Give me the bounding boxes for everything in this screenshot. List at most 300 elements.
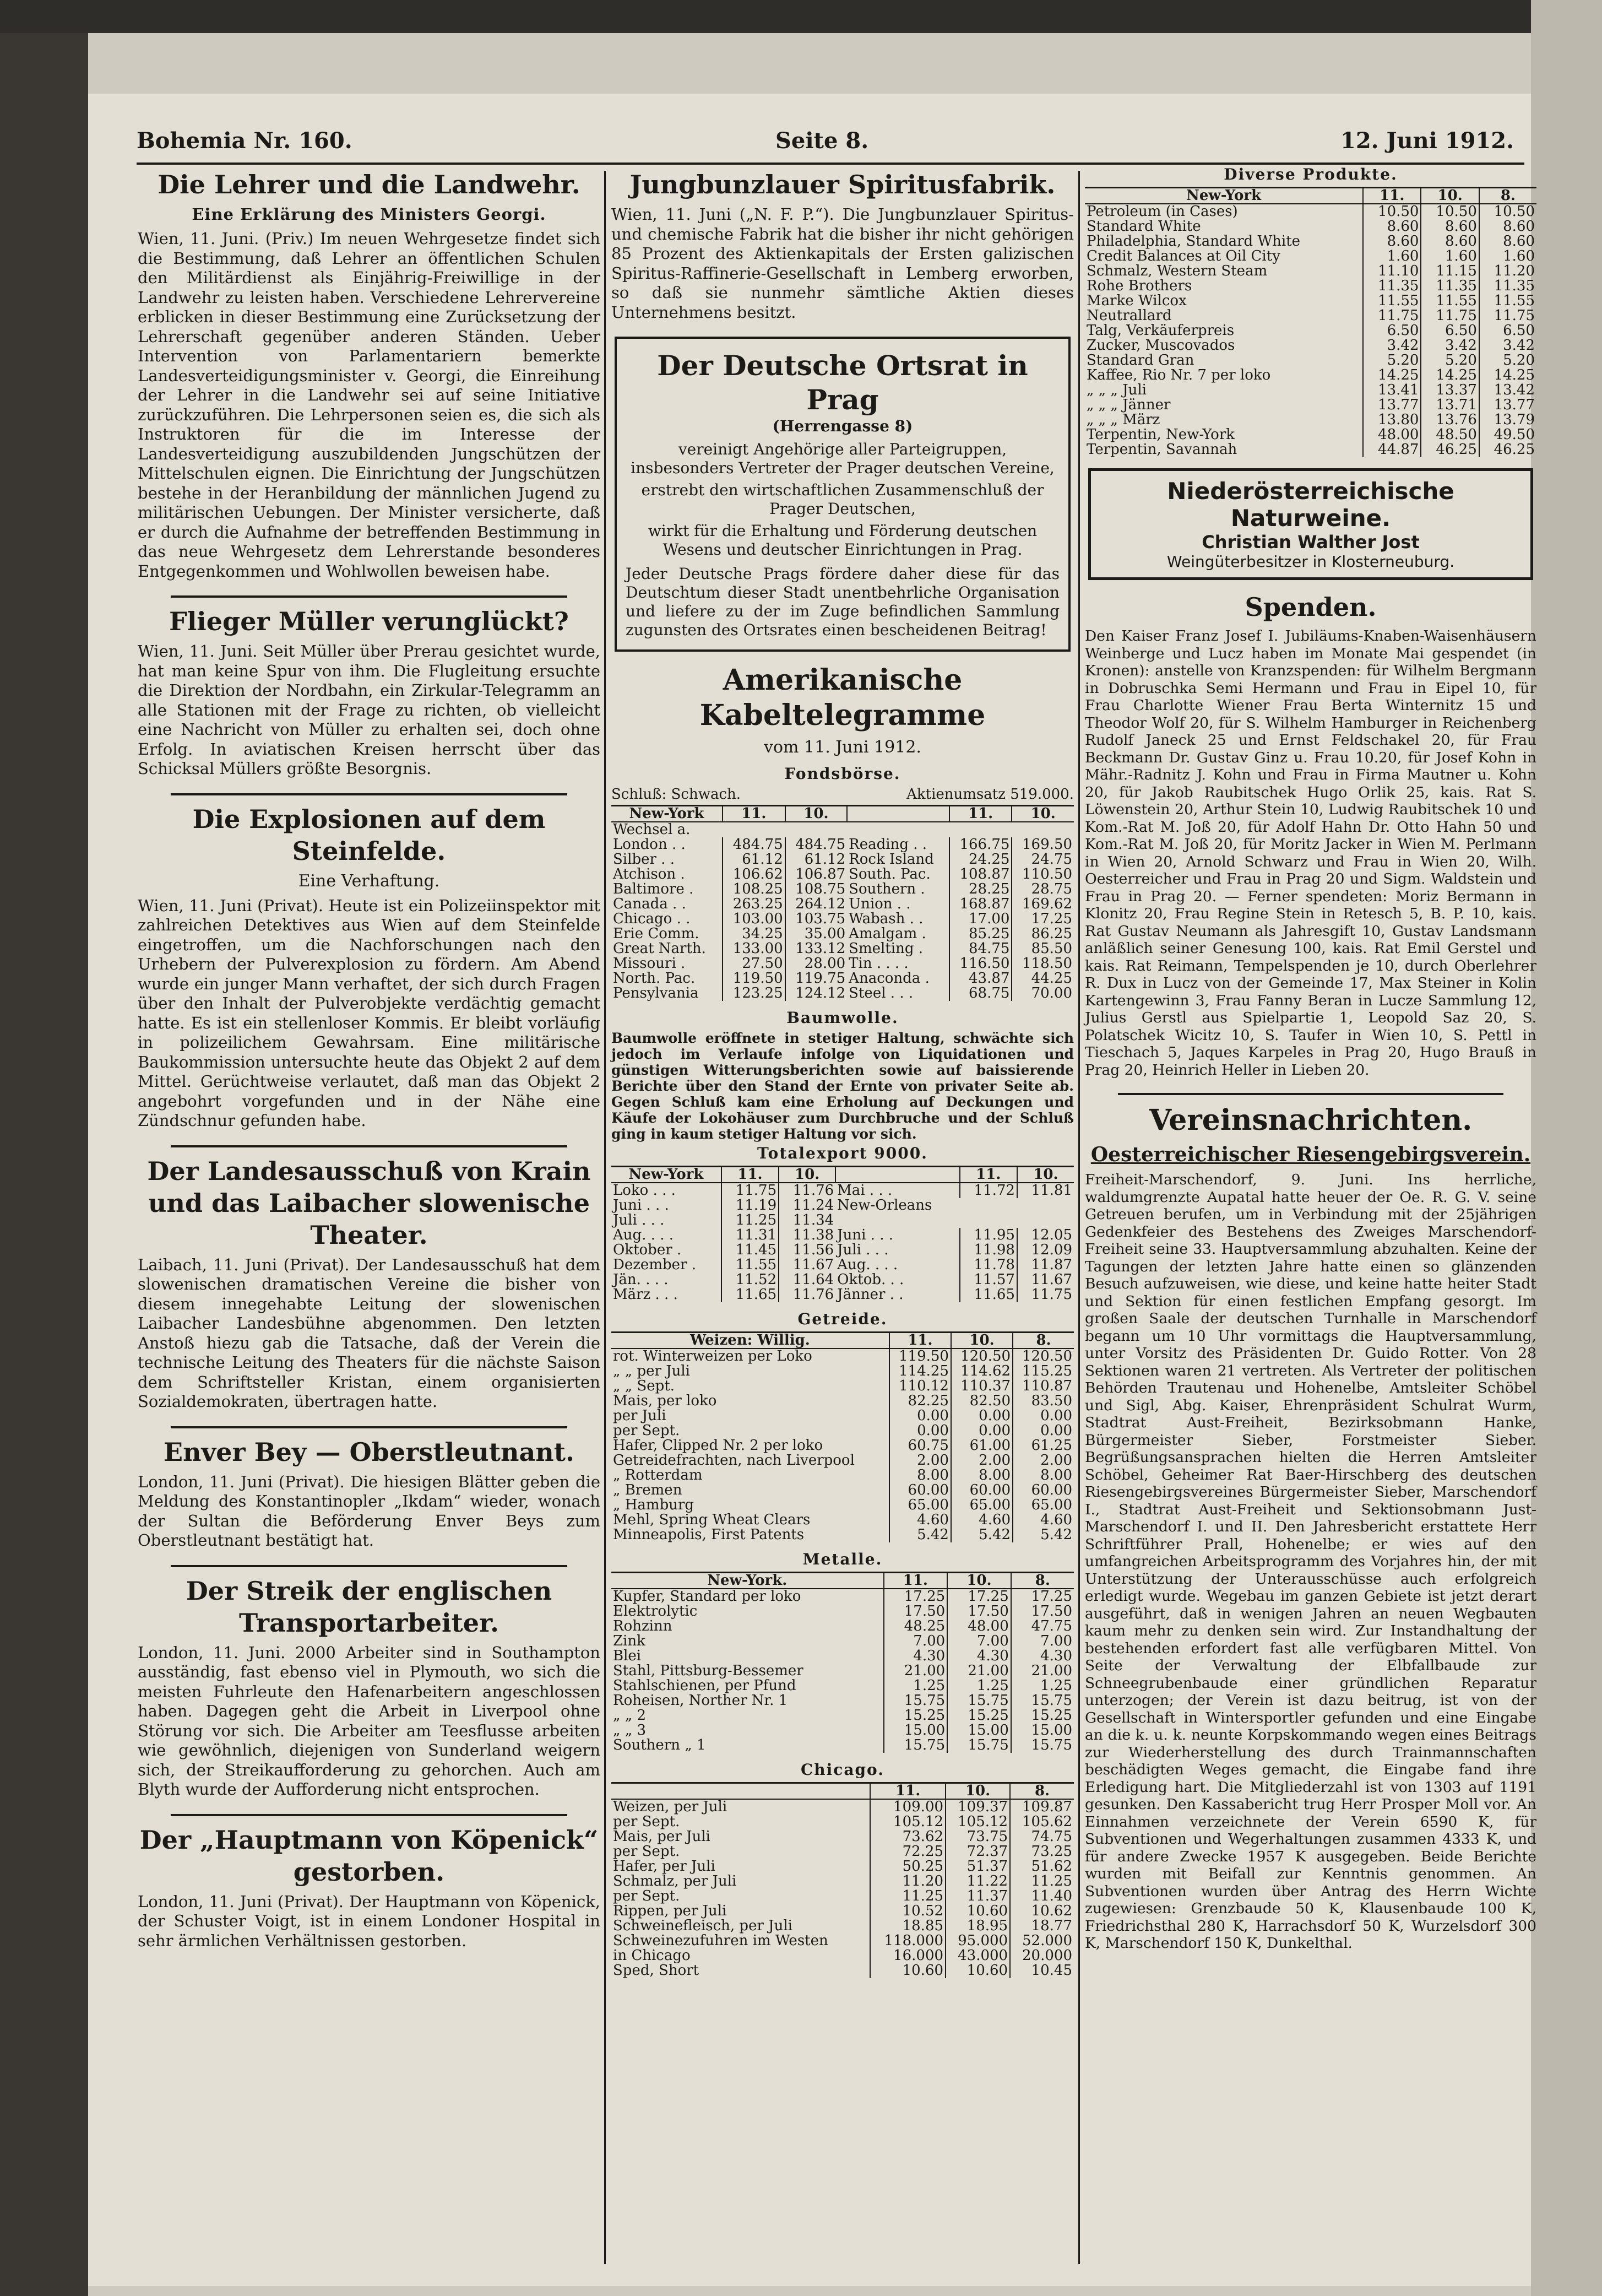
table-row	[611, 1528, 1074, 1542]
table-cell: 11.72	[960, 1183, 1017, 1198]
table-cell: 3.42	[1363, 338, 1421, 353]
section-title: Vereinsnachrichten.	[1149, 1103, 1473, 1137]
table-cell: 68.75	[949, 986, 1012, 1001]
table-cell: 11.55	[1479, 294, 1536, 308]
table-cell: 27.50	[723, 956, 785, 971]
table-cell: 4.30	[947, 1649, 1011, 1664]
table-cell: 3.42	[1479, 338, 1536, 353]
table-cell: 110.50	[1012, 867, 1074, 882]
table-cell: 6.50	[1363, 323, 1421, 338]
table-cell: 28.25	[949, 882, 1012, 897]
table-cell: 51.37	[946, 1859, 1010, 1874]
table-cell: 8.	[1013, 1333, 1074, 1349]
table-row	[611, 1498, 1074, 1513]
table-row	[611, 986, 1074, 1001]
table-cell: 50.25	[870, 1859, 946, 1874]
table-cell: 10.	[1012, 806, 1074, 822]
table-cell: 11.56	[779, 1243, 835, 1258]
table-cell: 10.62	[1010, 1904, 1074, 1919]
article-body: Den Kaiser Franz Josef I. Jubiläums-Knaben-Waisenhäusern Weinberge und Lucz haben im Monate Mai gespendet (in Kronen): anstelle von Kranzspenden: für Wilhelm Bergmann in Dobruschka Semi Hermann und Frau in Eipel 10, für Frau Charlotte Wiener Frau Berta Winternitz 15 und Theodor Wolf 20, für S. Wilhelm Hamburger in Reichenberg Rudolf Janeck 25 und Ernst Feldschakel 20, für Frau Beckmann Dr. Gustav Ginz u. Frau 10.20, für Josef Kohn in Mähr.-Radnitz J. Kohn und Frau in Firma Mautner u. Kohn 20, für Jakob Raubitschek Hugo Orlik 25, kais. Rat S. Löwenstein 20, Arthur Stein 10, Ludwig Raubitschek 10 und Kom.-Rat M. Joß 20, für Adolf Hahn Dr. Otto Hahn 50 und Kom.-Rat M. Joß 20, für Moritz Jacker in Wien M. Perlmann in Wien 20, Arnold Schwarz und Frau in Wien 20, Wilh. Oesterreicher und Frau in Prag 20 und Sigm. Waldstein und Frau in Prag 20. — Ferner spendeten: Moriz Bermann in Klonitz 20, Frau Regine Stein in Retesch 5, B. P. 10, kais. Rat Gustav Neumann als Jahresgift 10, Gustav Landsmann anläßlich seiner Genesung 100, kais. Rat Emil Gerstel und kais. Rat Reimann, Tempelspenden je 10, durch Oberlehrer R. Dux in Lucz von der Gemeinde 17, Max Steiner in Kolin Kartengewinn 3, Frau Fanny Beran in Lucze Sammlung 12, Julius Gerstl aus Spielpartie 1, Leopold Saz 20, S. Polatschek Wicitz 10, S. Taufer in Wien 10, S. Pettl in Tieschach 5, Jaques Karpeles in Prag 20, Hugo Brauß in Prag 20, Heinrich Heller in Lieben 20.	[1085, 627, 1536, 1079]
table-cell: 105.12	[870, 1815, 946, 1829]
table-row	[611, 1409, 1074, 1423]
table-row	[611, 941, 1074, 956]
table-cell: 2.00	[889, 1453, 951, 1468]
table-cell: 10.	[947, 1573, 1011, 1589]
table-cell: 10.50	[1479, 204, 1536, 219]
table-cell: Loko . . .	[613, 1182, 676, 1199]
cotton-table	[611, 1166, 1074, 1302]
table-cell: 13.77	[1363, 398, 1421, 413]
divider	[171, 1565, 567, 1567]
table-row	[611, 1919, 1074, 1934]
table-cell: 11.15	[1421, 264, 1479, 279]
table-row	[1085, 204, 1536, 219]
table-cell: 11.75	[1363, 308, 1421, 323]
table-cell	[835, 1167, 959, 1183]
table-row	[611, 822, 1074, 837]
table-row	[1085, 368, 1536, 383]
table-title: Fondsbörse.	[784, 765, 901, 783]
table-row	[1085, 308, 1536, 323]
table-row	[1085, 338, 1536, 353]
table-cell: 13.42	[1479, 383, 1536, 398]
table-cell: 48.50	[1421, 427, 1479, 442]
table-cell: 46.25	[1479, 442, 1536, 457]
table-cell	[723, 822, 785, 837]
table-row	[611, 1738, 1074, 1753]
cotton-export: Totalexport 9000.	[757, 1144, 928, 1162]
ad-line: Weingüterbesitzer in Klosterneuburg.	[1166, 553, 1455, 571]
column-rule-1	[604, 171, 606, 2264]
table-cell: 11.76	[779, 1287, 835, 1302]
table-cell: Kupfer, Standard per loko	[613, 1588, 801, 1605]
ad-title: Niederösterreichische Naturweine.	[1167, 478, 1454, 532]
table-row	[611, 1483, 1074, 1498]
grain-table	[611, 1331, 1074, 1542]
table-cell: 11.52	[721, 1272, 779, 1287]
article-body: London, 11. Juni. 2000 Arbeiter sind in Southampton ausständig, fast ebenso viel in Plymouth, wo sich die meisten Fuhrleute den Hafenarbeitern angeschlossen haben. Dagegen geht die Arbeit in Liverpool ohne Störung vor sich. Die Arbeiter am Teesflusse arbeiten wie gewöhnlich, diejenigen von Sunderland weigern sich, der Streikaufforderung zu gehorchen. Auch am Blyth wurde der Aufforderung nicht entsprochen.	[138, 1643, 600, 1799]
table-cell: 17.50	[884, 1604, 948, 1619]
table-cell: Missouri .	[613, 955, 686, 972]
table-row	[611, 1438, 1074, 1453]
table-row	[611, 1844, 1074, 1859]
table-cell: 8.60	[1363, 219, 1421, 234]
table-cell: Mais, per Juli	[613, 1828, 710, 1845]
table-cell: 169.62	[1012, 897, 1074, 912]
table-cell: Schweinefleisch, per Juli	[613, 1918, 792, 1934]
table-row	[611, 1198, 1074, 1213]
table-row	[611, 1423, 1074, 1438]
table-cell: 115.25	[1013, 1364, 1074, 1379]
table-row	[1085, 294, 1536, 308]
table-cell: 133.12	[785, 941, 848, 956]
table-cell: 11.81	[1017, 1183, 1074, 1198]
table-cell: 18.85	[870, 1919, 946, 1934]
table-cell	[1017, 1198, 1074, 1213]
table-cell: 60.00	[1013, 1483, 1074, 1498]
table-cell: „ „ 3	[613, 1722, 647, 1739]
table-cell: 95.000	[946, 1934, 1010, 1948]
table-row	[611, 1649, 1074, 1664]
table-cell: 10.	[946, 1783, 1010, 1800]
table-cell: New-Orleans	[837, 1197, 932, 1214]
table-cell: 120.50	[1013, 1349, 1074, 1364]
spenden	[1085, 591, 1536, 1079]
table-row	[611, 1634, 1074, 1649]
table-cell: Pensylvania	[613, 985, 699, 1001]
table-cell: 24.25	[949, 852, 1012, 867]
table-cell: 60.00	[951, 1483, 1013, 1498]
table-cell: 0.00	[1013, 1409, 1074, 1423]
table-cell: 10.	[779, 1167, 835, 1183]
table-cell: Mais, per loko	[613, 1393, 717, 1409]
table-cell: Rock Island	[849, 851, 934, 868]
table-cell: 16.000	[870, 1948, 946, 1963]
article-body: London, 11. Juni (Privat). Die hiesigen Blätter geben die Meldung des Konstantinopler „Ikdam“ wieder, wonach der Sultan die Beförderung Enver Beys zum Oberstleutnant bestätigt hat.	[138, 1472, 600, 1550]
table-cell: 109.87	[1010, 1799, 1074, 1815]
table-cell: „ „ per Juli	[613, 1363, 690, 1379]
article-title: Die Lehrer und die Landwehr.	[158, 170, 580, 199]
table-cell: New-York	[611, 806, 723, 822]
table-cell: 15.00	[947, 1723, 1011, 1738]
table-cell: Kaffee, Rio Nr. 7 per loko	[1087, 367, 1271, 383]
table-row	[1085, 264, 1536, 279]
table-cell: 11.31	[721, 1228, 779, 1243]
table-cell: 11.76	[779, 1183, 835, 1198]
table-row	[611, 1874, 1074, 1889]
table-cell: 123.25	[723, 986, 785, 1001]
table-row	[611, 1258, 1074, 1272]
table-cell: 21.00	[1011, 1664, 1074, 1678]
article-title: Jungbunzlauer Spiritusfabrik.	[629, 170, 1056, 199]
table-cell: 48.25	[884, 1619, 948, 1634]
table-cell: 10.60	[946, 1904, 1010, 1919]
table-row	[611, 1453, 1074, 1468]
table-cell: Rohe Brothers	[1087, 278, 1192, 294]
table-cell: 70.00	[1012, 986, 1074, 1001]
table-cell: 72.25	[870, 1844, 946, 1859]
table-cell: 11.35	[1421, 279, 1479, 294]
table-cell: 17.50	[1011, 1604, 1074, 1619]
table-cell: 13.76	[1421, 413, 1479, 427]
table-cell: 85.50	[1012, 941, 1074, 956]
table-cell: Silber . .	[613, 851, 675, 868]
kabeltelegramme	[611, 663, 1074, 1978]
table-row	[611, 1693, 1074, 1708]
table-cell: 65.00	[951, 1498, 1013, 1513]
table-cell: in Chicago	[613, 1947, 691, 1964]
table-cell: 5.42	[951, 1528, 1013, 1542]
table-row	[611, 1889, 1074, 1904]
table-row	[611, 1379, 1074, 1394]
table-cell: 169.50	[1012, 837, 1074, 852]
table-cell: 263.25	[723, 897, 785, 912]
table-cell: 11.38	[779, 1228, 835, 1243]
table-cell: 11.78	[960, 1258, 1017, 1272]
table-cell: 61.12	[785, 852, 848, 867]
table-title: Chicago.	[801, 1761, 884, 1779]
table-row	[1085, 398, 1536, 413]
table-cell: 11.67	[779, 1258, 835, 1272]
table-cell: 11.35	[1479, 279, 1536, 294]
article-streik	[138, 1575, 600, 1800]
table-cell: 11.75	[721, 1183, 779, 1198]
table-cell: London . .	[613, 836, 686, 853]
table-cell	[1017, 1213, 1074, 1228]
table-cell: 10.	[1017, 1167, 1074, 1183]
table-cell: 1.60	[1421, 249, 1479, 264]
table-cell: 11.24	[779, 1198, 835, 1213]
table-row	[611, 1513, 1074, 1528]
article-body: Wien, 11. Juni (Privat). Heute ist ein Polizeiinspektor mit zahlreichen Detektives aus Wien auf dem Steinfelde eingetroffen, um die Nachforschungen nach den Urhebern der Pulverexplosion zu fördern. Am Abend wurde ein junger Mann verhaftet, der sich durch Fragen über den Inhalt der Pulverobjekte verdächtig gemacht hatte. Es ist ein stellenloser Kommis. Er bleibt vorläufig in polizeilichem Gewahrsam. Eine militärische Baukommission untersuchte heute das Objekt 2 auf dem Mittel. Gerüchtweise verlautet, daß man das Objekt 2 angebohrt vorgefunden und in der Nähe eine Zündschnur gefunden habe.	[138, 896, 600, 1130]
article-body: Laibach, 11. Juni (Privat). Der Landesausschuß hat dem slowenischen dramatischen Vereine die bisher von diesem innegehabte Leitung der slowenischen Laibacher Landesbühne abgenommen. Den letzten Anstoß hiezu gab die Tatsache, daß der Verein die technische Leitung des Theaters für die nächste Saison dem Schriftsteller Kristan, einem organisierten Sozialdemokraten, übertragen hatte.	[138, 1255, 600, 1411]
table-cell: 103.75	[785, 912, 848, 927]
table-cell: Aug. . . .	[837, 1257, 898, 1273]
table-cell: 21.00	[947, 1664, 1011, 1678]
table-cell: Rohzinn	[613, 1618, 672, 1634]
metals-table	[611, 1572, 1074, 1753]
table-cell: 34.25	[723, 927, 785, 941]
table-cell: 15.25	[1011, 1708, 1074, 1723]
table-cell: Philadelphia, Standard White	[1087, 233, 1301, 250]
table-cell: Terpentin, Savannah	[1087, 441, 1237, 458]
table-cell: Talg, Verkäuferpreis	[1087, 322, 1235, 339]
table-row	[1085, 383, 1536, 398]
table-row	[611, 1183, 1074, 1198]
table-cell: 73.75	[946, 1829, 1010, 1844]
table-cell: 11.35	[1363, 279, 1421, 294]
ad-name: Christian Walther Jost	[1202, 532, 1420, 553]
table-cell: Wabash . .	[849, 911, 924, 927]
table-cell: 0.00	[951, 1423, 1013, 1438]
table-cell: Amalgam .	[849, 925, 926, 942]
table-row	[611, 1213, 1074, 1228]
table-cell: 11.67	[1017, 1272, 1074, 1287]
table-cell: 13.77	[1479, 398, 1536, 413]
table-row	[1085, 234, 1536, 249]
table-cell: 2.00	[951, 1453, 1013, 1468]
table-cell: 6.50	[1421, 323, 1479, 338]
table-cell: Erie Comm.	[613, 925, 699, 942]
table-cell: Oktob. . .	[837, 1271, 904, 1288]
table-cell: 124.12	[785, 986, 848, 1001]
table-cell: 10.52	[870, 1904, 946, 1919]
table-cell: 43.000	[946, 1948, 1010, 1963]
table-cell: 13.41	[1363, 383, 1421, 398]
table-cell	[611, 1783, 870, 1800]
table-row	[611, 1272, 1074, 1287]
table-cell: 119.75	[785, 971, 848, 986]
table-cell: 44.25	[1012, 971, 1074, 986]
table-cell: Dezember .	[613, 1257, 696, 1273]
header-rule	[137, 163, 1524, 165]
divider	[171, 1145, 567, 1147]
table-cell: 21.00	[884, 1664, 948, 1678]
header-masthead: Bohemia Nr. 160.	[137, 128, 352, 154]
table-cell: 11.	[889, 1333, 951, 1349]
table-cell: Juli . . .	[613, 1212, 665, 1228]
table-cell: „ „ „ Jänner	[1087, 397, 1171, 413]
table-cell: 11.	[949, 806, 1012, 822]
table-cell: 11.19	[721, 1198, 779, 1213]
table-cell: 43.87	[949, 971, 1012, 986]
table-cell: 118.000	[870, 1934, 946, 1948]
article-subtitle: Eine Verhaftung.	[298, 871, 440, 891]
table-row	[611, 1859, 1074, 1874]
article-title: Der Streik der englischen Transportarbeiter.	[186, 1575, 552, 1638]
table-cell: 14.25	[1479, 368, 1536, 383]
table-cell: 484.75	[785, 837, 848, 852]
table-cell: 11.65	[721, 1287, 779, 1302]
article-krain	[138, 1155, 600, 1412]
table-cell: 11.	[1363, 188, 1421, 204]
table-cell: 14.25	[1363, 368, 1421, 383]
table-cell	[847, 806, 949, 822]
table-cell: rot. Winterweizen per Loko	[613, 1348, 812, 1364]
table-cell: 11.55	[1421, 294, 1479, 308]
table-cell: 47.75	[1011, 1619, 1074, 1634]
table-cell: 11.	[870, 1783, 946, 1800]
table-cell: 28.75	[1012, 882, 1074, 897]
table-cell: 48.00	[1363, 427, 1421, 442]
table-cell: 35.00	[785, 927, 848, 941]
table-cell: New-York	[611, 1167, 721, 1183]
table-row	[611, 882, 1074, 897]
table-cell: Marke Wilcox	[1087, 293, 1187, 309]
table-row	[611, 1708, 1074, 1723]
table-cell: 15.25	[884, 1708, 948, 1723]
table-cell: 15.75	[947, 1693, 1011, 1708]
table-cell: 10.	[785, 806, 848, 822]
table-cell: 73.62	[870, 1829, 946, 1844]
table-cell: 15.75	[1011, 1693, 1074, 1708]
table-cell: Sped, Short	[613, 1962, 699, 1979]
table-cell: 110.12	[889, 1379, 951, 1394]
products-table	[1085, 187, 1536, 457]
table-cell: „ „ Sept.	[613, 1378, 675, 1394]
table-cell: per Sept.	[613, 1813, 680, 1830]
table-row	[611, 1829, 1074, 1844]
table-cell: 44.87	[1363, 442, 1421, 457]
table-cell: 18.95	[946, 1919, 1010, 1934]
table-cell: Juli . . .	[837, 1242, 889, 1258]
table-row	[611, 1228, 1074, 1243]
table-cell: 11.20	[1479, 264, 1536, 279]
table-cell: 109.00	[870, 1799, 946, 1815]
table-cell: Steel . . .	[849, 985, 914, 1001]
table-cell	[960, 1198, 1017, 1213]
table-cell: 168.87	[949, 897, 1012, 912]
table-cell: 11.25	[1010, 1874, 1074, 1889]
article-title: Flieger Müller verunglückt?	[169, 607, 569, 636]
table-row	[611, 1723, 1074, 1738]
table-cell: 1.25	[947, 1678, 1011, 1693]
table-row	[611, 1468, 1074, 1483]
table-cell: Juni . . .	[837, 1227, 893, 1243]
table-row	[611, 1589, 1074, 1604]
table-cell: 133.00	[723, 941, 785, 956]
table-cell: 51.62	[1010, 1859, 1074, 1874]
table-cell: 8.	[1479, 188, 1536, 204]
table-row	[611, 867, 1074, 882]
article-title: Spenden.	[1245, 592, 1377, 622]
table-cell: 52.000	[1010, 1934, 1074, 1948]
table-title: Metalle.	[802, 1550, 883, 1568]
table-cell: 11.25	[870, 1889, 946, 1904]
table-cell: 72.37	[946, 1844, 1010, 1859]
table-cell: 17.50	[947, 1604, 1011, 1619]
table-row	[1085, 219, 1536, 234]
table-cell: Baltimore .	[613, 881, 694, 897]
table-cell: 4.60	[951, 1513, 1013, 1528]
table-cell: 4.60	[1013, 1513, 1074, 1528]
table-cell: 11.	[884, 1573, 948, 1589]
article-enver	[138, 1436, 600, 1551]
table-cell: 4.30	[1011, 1649, 1074, 1664]
table-row	[611, 1604, 1074, 1619]
table-cell: 10.50	[1363, 204, 1421, 219]
table-cell: 61.00	[951, 1438, 1013, 1453]
table-cell: 60.00	[889, 1483, 951, 1498]
table-row	[611, 1364, 1074, 1379]
table-cell: 108.75	[785, 882, 848, 897]
wine-advertisement	[1088, 468, 1533, 580]
table-cell: 10.60	[870, 1963, 946, 1978]
table-cell: 11.75	[1017, 1287, 1074, 1302]
table-row	[611, 897, 1074, 912]
table-cell: 8.00	[1013, 1468, 1074, 1483]
table-cell: 11.37	[946, 1889, 1010, 1904]
article-flieger	[138, 605, 600, 779]
table-cell: 106.62	[723, 867, 785, 882]
table-cell: 17.25	[1012, 912, 1074, 927]
table-row	[611, 927, 1074, 941]
table-cell: 1.25	[1011, 1678, 1074, 1693]
table-cell: Credit Balances at Oil City	[1087, 248, 1280, 264]
table-cell: „ „ „ Juli	[1087, 382, 1147, 398]
table-cell: 11.34	[779, 1213, 835, 1228]
table-cell: 7.00	[884, 1634, 948, 1649]
table-cell: Weizen: Willig.	[611, 1333, 889, 1349]
section-date: vom 11. Juni 1912.	[764, 738, 921, 757]
table-cell: 8.00	[889, 1468, 951, 1483]
table-cell: 10.	[1421, 188, 1479, 204]
table-cell: 11.95	[960, 1228, 1017, 1243]
table-cell: Southern .	[849, 881, 925, 897]
table-row	[611, 912, 1074, 927]
article-title: Enver Bey — Oberstleutnant.	[164, 1437, 574, 1467]
column-2	[611, 165, 1074, 1992]
table-cell: 5.42	[1013, 1528, 1074, 1542]
table-cell: 11.65	[960, 1287, 1017, 1302]
table-cell: Getreidefrachten, nach Liverpool	[613, 1452, 855, 1469]
article-title: Die Explosionen auf dem Steinfelde.	[192, 804, 546, 866]
table-cell: 15.75	[884, 1738, 948, 1753]
table-row	[1085, 249, 1536, 264]
table-cell: Southern „ 1	[613, 1737, 706, 1753]
table-cell	[1012, 822, 1074, 837]
table-cell: Neutrallard	[1087, 307, 1172, 324]
table-row	[611, 1904, 1074, 1919]
table-cell: 2.00	[1013, 1453, 1074, 1468]
table-cell: 60.75	[889, 1438, 951, 1453]
table-cell: 114.25	[889, 1364, 951, 1379]
table-cell: Mai . . .	[837, 1182, 893, 1199]
vereinsnachrichten	[1085, 1103, 1536, 1952]
table-cell: 48.00	[947, 1619, 1011, 1634]
table-cell: 8.00	[951, 1468, 1013, 1483]
table-cell: 7.00	[1011, 1634, 1074, 1649]
